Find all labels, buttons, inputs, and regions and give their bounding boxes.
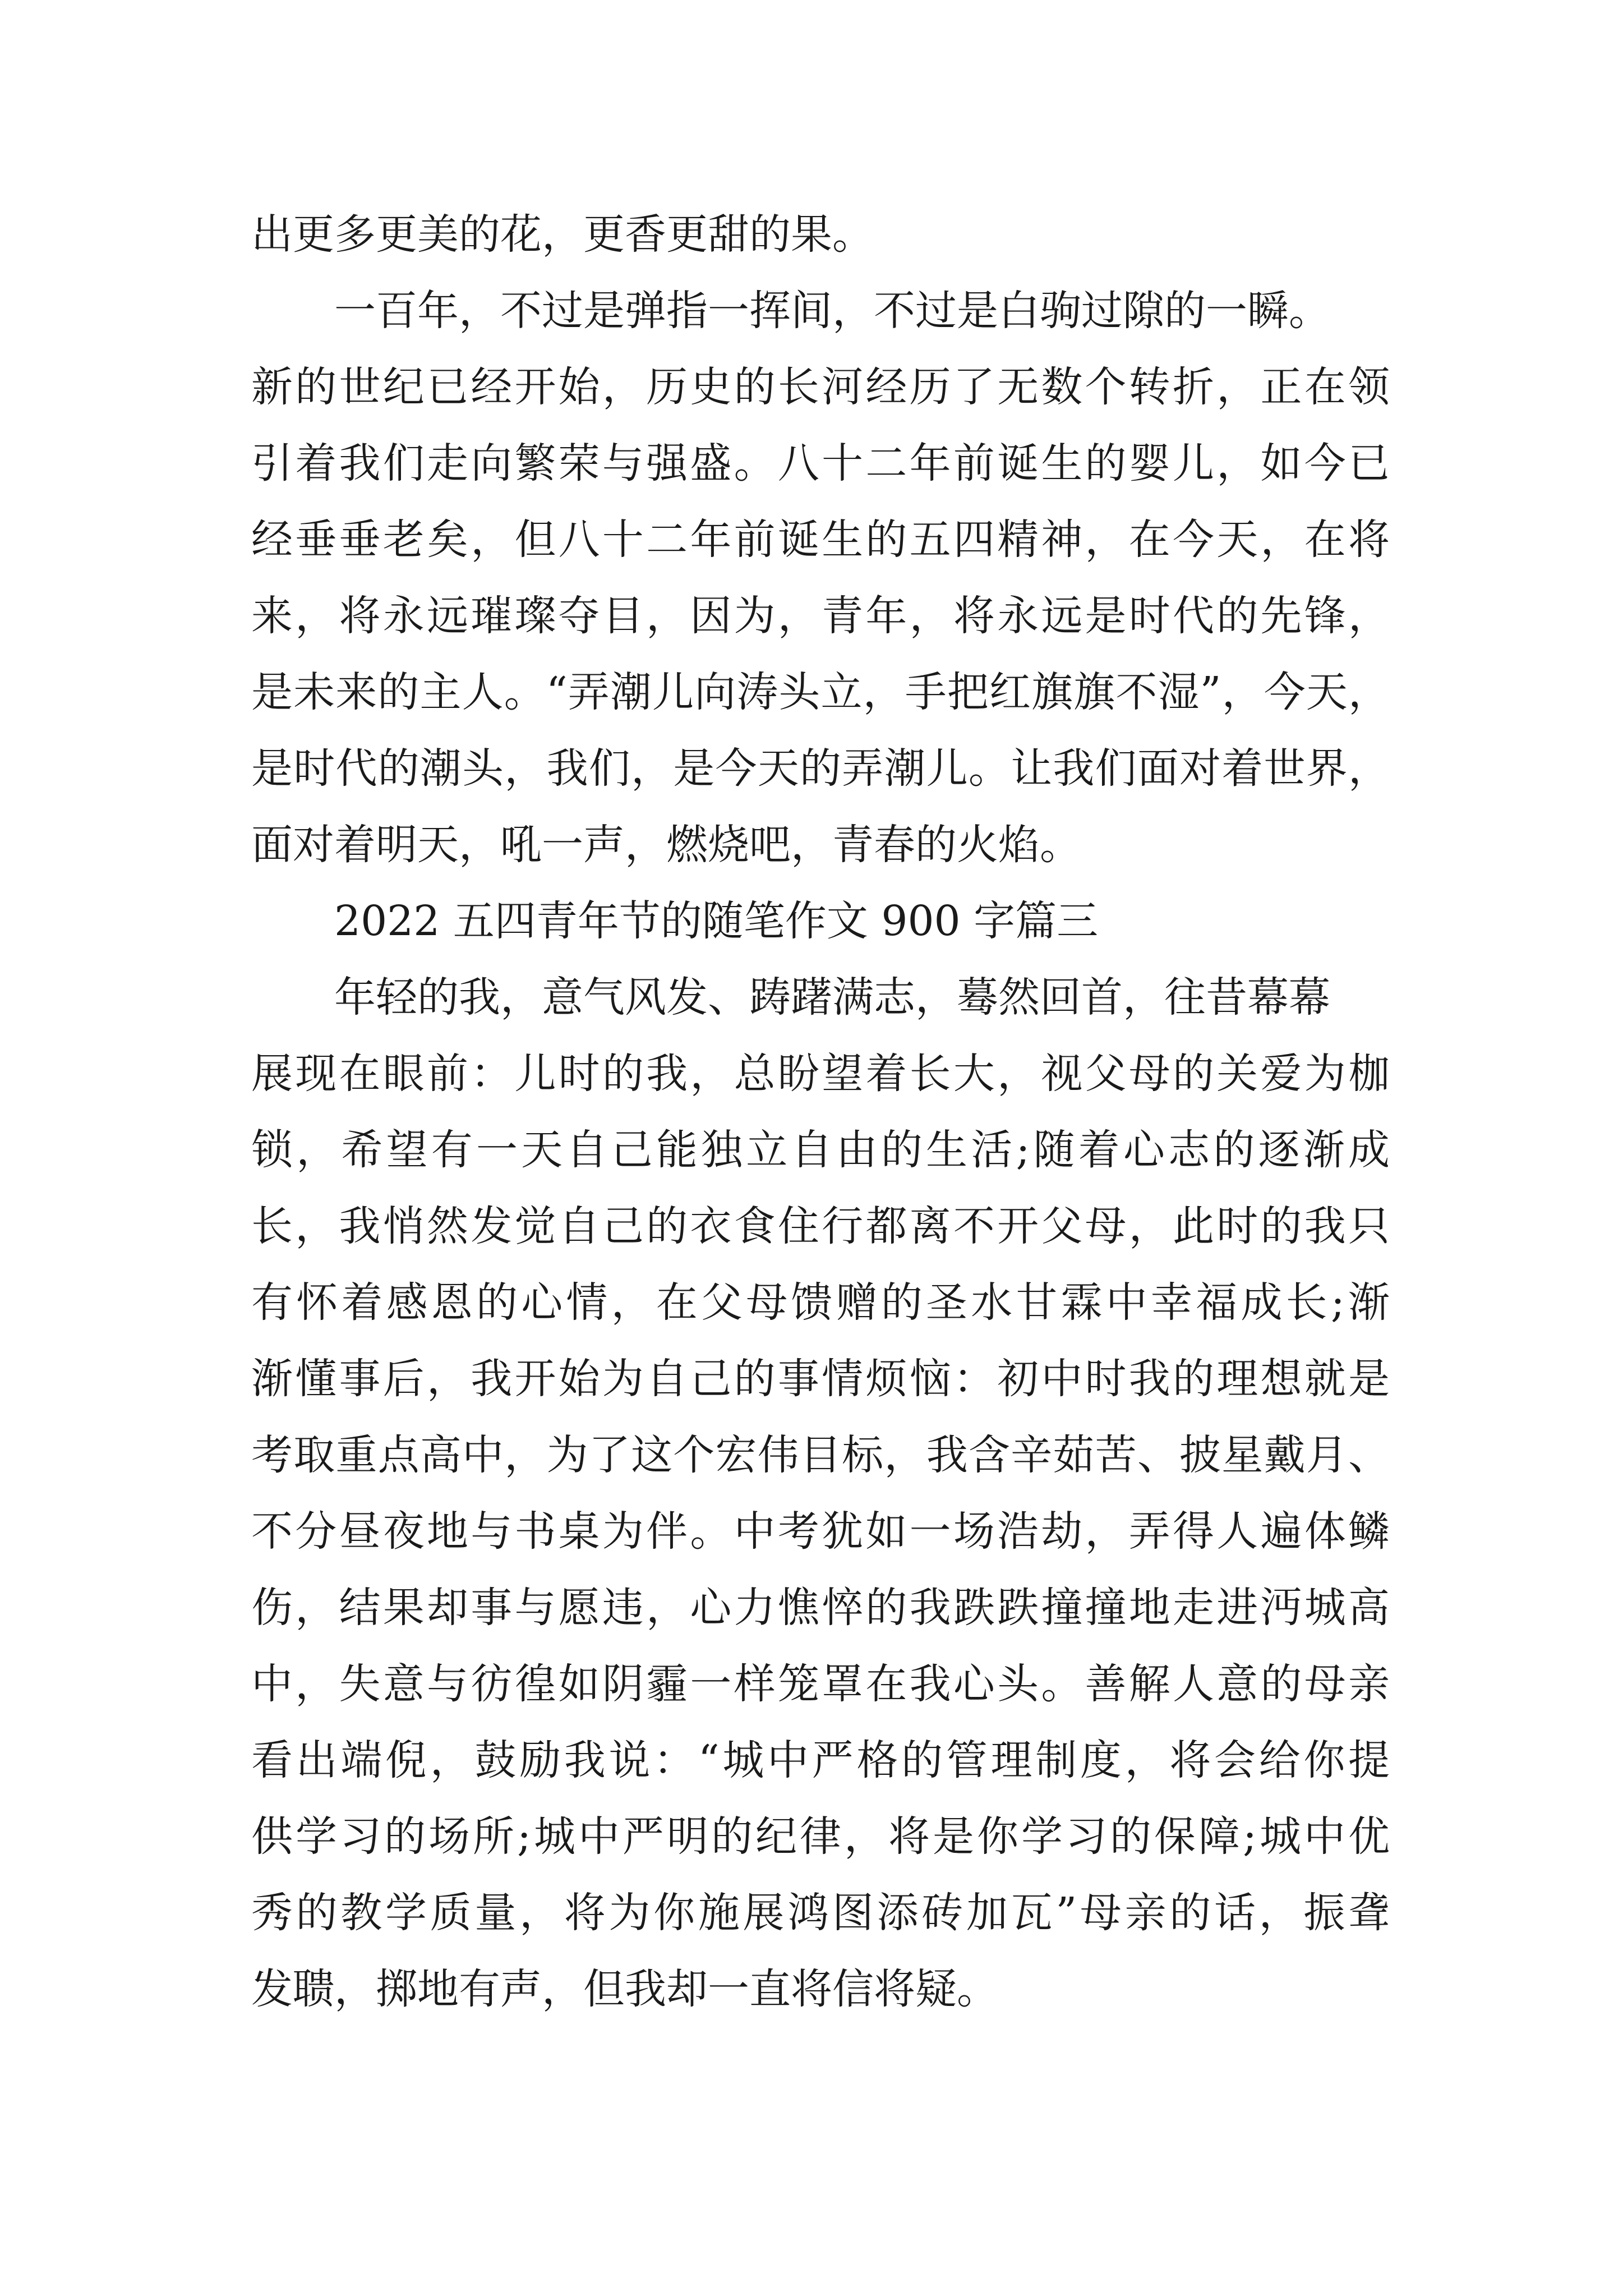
text-line: 发聩，掷地有声，但我却一直将信将疑。	[251, 1965, 998, 2013]
text-line: 锁，希望有一天自己能独立自由的生活;随着心志的逐渐成	[251, 1126, 1390, 1174]
text-line: 经垂垂老矣，但八十二年前诞生的五四精神，在今天，在将	[251, 516, 1390, 564]
text-line: 展现在眼前：儿时的我，总盼望着长大，视父母的关爱为枷	[251, 1050, 1390, 1098]
text-line: 看出端倪，鼓励我说：“城中严格的管理制度，将会给你提	[251, 1736, 1390, 1784]
text-line: 引着我们走向繁荣与强盛。八十二年前诞生的婴儿，如今已	[251, 439, 1390, 487]
text-line: 是未来的主人。“弄潮儿向涛头立，手把红旗旗不湿”，今天，	[251, 668, 1390, 716]
text-line: 秀的教学质量，将为你施展鸿图添砖加瓦”母亲的话，振聋	[251, 1889, 1390, 1937]
paragraph-first-line: 一百年，不过是弹指一挥间，不过是白驹过隙的一瞬。	[334, 287, 1330, 335]
text-line: 是时代的潮头，我们，是今天的弄潮儿。让我们面对着世界，	[251, 744, 1390, 793]
text-line: 伤，结果却事与愿违，心力憔悴的我跌跌撞撞地走进沔城高	[251, 1584, 1390, 1632]
text-line: 不分昼夜地与书桌为伴。中考犹如一场浩劫，弄得人遍体鳞	[251, 1507, 1390, 1556]
document-body	[251, 196, 1390, 2027]
text-line: 考取重点高中，为了这个宏伟目标，我含辛茹苦、披星戴月、	[251, 1431, 1390, 1479]
text-line: 有怀着感恩的心情，在父母馈赠的圣水甘霖中幸福成长;渐	[251, 1278, 1390, 1327]
text-line: 长，我悄然发觉自己的衣食住行都离不开父母，此时的我只	[251, 1202, 1390, 1250]
text-line: 来，将永远璀璨夺目，因为，青年，将永远是时代的先锋，	[251, 592, 1390, 640]
section-heading: 2022 五四青年节的随笔作文 900 字篇三	[334, 897, 1099, 945]
text-line: 供学习的场所;城中严明的纪律，将是你学习的保障;城中优	[251, 1812, 1390, 1861]
text-line: 中，失意与彷徨如阴霾一样笼罩在我心头。善解人意的母亲	[251, 1660, 1390, 1708]
text-line: 出更多更美的花，更香更甜的果。	[251, 210, 874, 259]
text-line: 面对着明天，吼一声，燃烧吧，青春的火焰。	[251, 821, 1081, 869]
text-line: 渐懂事后，我开始为自己的事情烦恼：初中时我的理想就是	[251, 1355, 1390, 1403]
text-line: 新的世纪已经开始，历史的长河经历了无数个转折，正在领	[251, 363, 1390, 411]
paragraph-first-line: 年轻的我，意气风发、踌躇满志，蓦然回首，往昔幕幕	[334, 973, 1330, 1022]
